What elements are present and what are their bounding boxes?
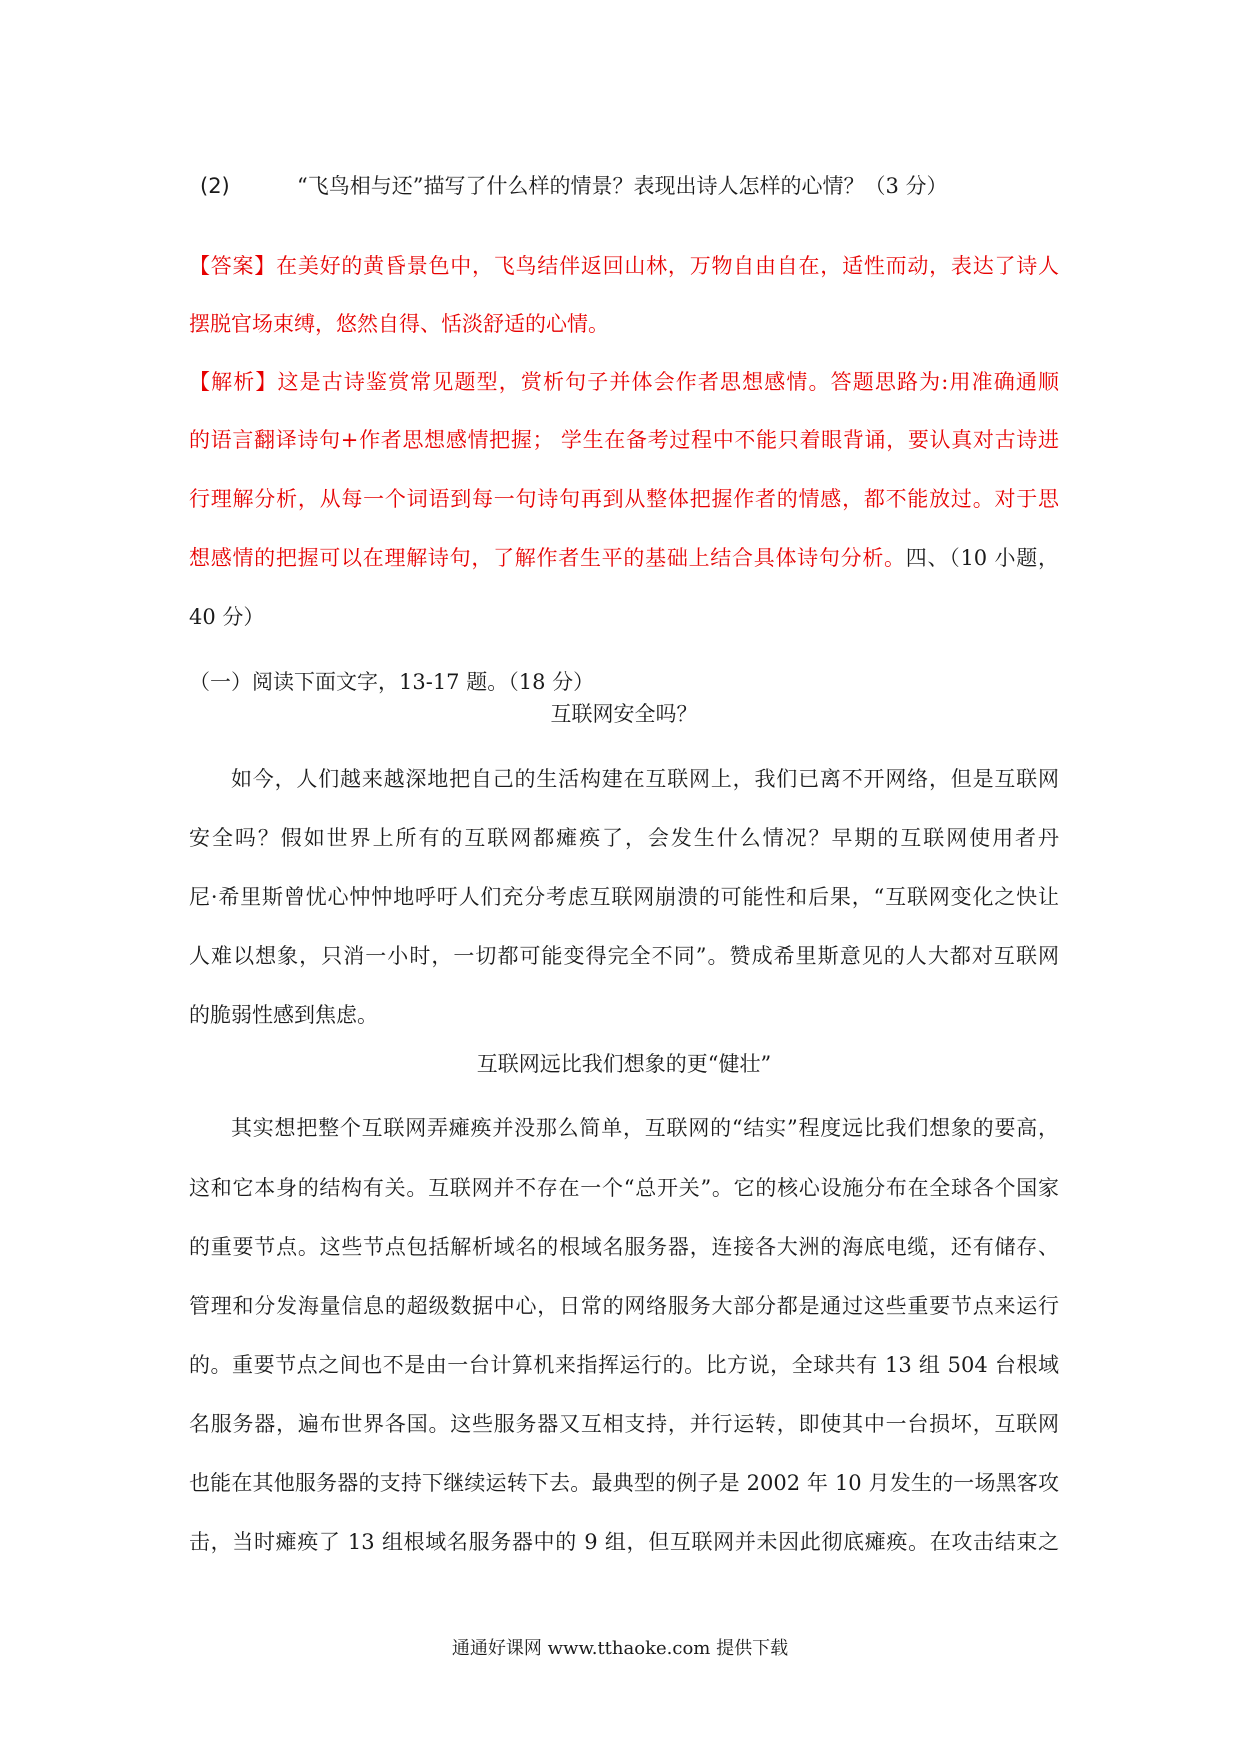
paragraph-line: 安全吗？假如世界上所有的互联网都瘫痪了，会发生什么情况？早期的互联网使用者丹 [189,826,1059,850]
paragraph-line: 的脆弱性感到焦虑。 [189,1003,378,1027]
section-heading: （一）阅读下面文字，13-17 题。（18 分） [189,670,595,694]
section-four-heading: 四、（10 小题， [905,546,1059,570]
paragraph-line: 人难以想象，只消一小时，一切都可能变得完全不同”。赞成希里斯意见的人大都对互联网 [189,944,1059,968]
question-number: (2) [200,174,230,198]
analysis-line: 的语言翻译诗句+作者思想感情把握； 学生在备考过程中不能只着眼背诵，要认真对古诗进 [189,428,1059,452]
question-text: “飞鸟相与还”描写了什么样的情景？表现出诗人怎样的心情？（3 分） [297,174,948,198]
paragraph-line: 名服务器，遍布世界各国。这些服务器又互相支持，并行运转，即使其中一台损坏，互联网 [189,1412,1059,1436]
paragraph-line: 的。重要节点之间也不是由一台计算机来指挥运行的。比方说，全球共有 13 组 504 台根域 [189,1353,1059,1377]
answer-line: 【答案】在美好的黄昏景色中，飞鸟结伴返回山林，万物自由自在，适性而动，表达了诗人 [189,254,1059,278]
paragraph-line: 如今，人们越来越深地把自己的生活构建在互联网上，我们已离不开网络，但是互联网 [231,767,1059,791]
paragraph-line: 的重要节点。这些节点包括解析域名的根域名服务器，连接各大洲的海底电缆，还有储存、 [189,1235,1059,1259]
analysis-line: 想感情的把握可以在理解诗句，了解作者生平的基础上结合具体诗句分析。 [189,546,906,570]
paragraph-line: 管理和分发海量信息的超级数据中心，日常的网络服务大部分都是通过这些重要节点来运行 [189,1294,1059,1318]
paragraph-line: 击，当时瘫痪了 13 组根域名服务器中的 9 组，但互联网并未因此彻底瘫痪。在攻击结束之 [189,1530,1059,1554]
paragraph-line: 其实想把整个互联网弄瘫痪并没那么简单，互联网的“结实”程度远比我们想象的要高， [231,1116,1059,1140]
paragraph-line: 这和它本身的结构有关。互联网并不存在一个“总开关”。它的核心设施分布在全球各个国家 [189,1176,1059,1200]
analysis-line: 【解析】这是古诗鉴赏常见题型，赏析句子并体会作者思想感情。答题思路为:用准确通顺 [189,370,1059,394]
paragraph-line: 也能在其他服务器的支持下继续运转下去。最典型的例子是 2002 年 10 月发生的一场黑客攻 [189,1471,1059,1495]
paragraph-line: 尼·希里斯曾忧心忡忡地呼吁人们充分考虑互联网崩溃的可能性和后果，“互联网变化之快让 [189,885,1059,909]
footer-download-note: 通通好课网 www.tthaoke.com 提供下载 [451,1638,789,1659]
article-title: 互联网安全吗？ [550,702,698,726]
answer-line: 摆脱官场束缚，悠然自得、恬淡舒适的心情。 [189,312,609,336]
analysis-line: 行理解分析，从每一个词语到每一句诗句再到从整体把握作者的情感，都不能放过。对于思 [189,487,1059,511]
section-four-score: 40 分） [189,605,265,629]
analysis-line-mixed [189,544,1059,572]
article-subtitle: 互联网远比我们想象的更“健壮” [476,1052,772,1076]
